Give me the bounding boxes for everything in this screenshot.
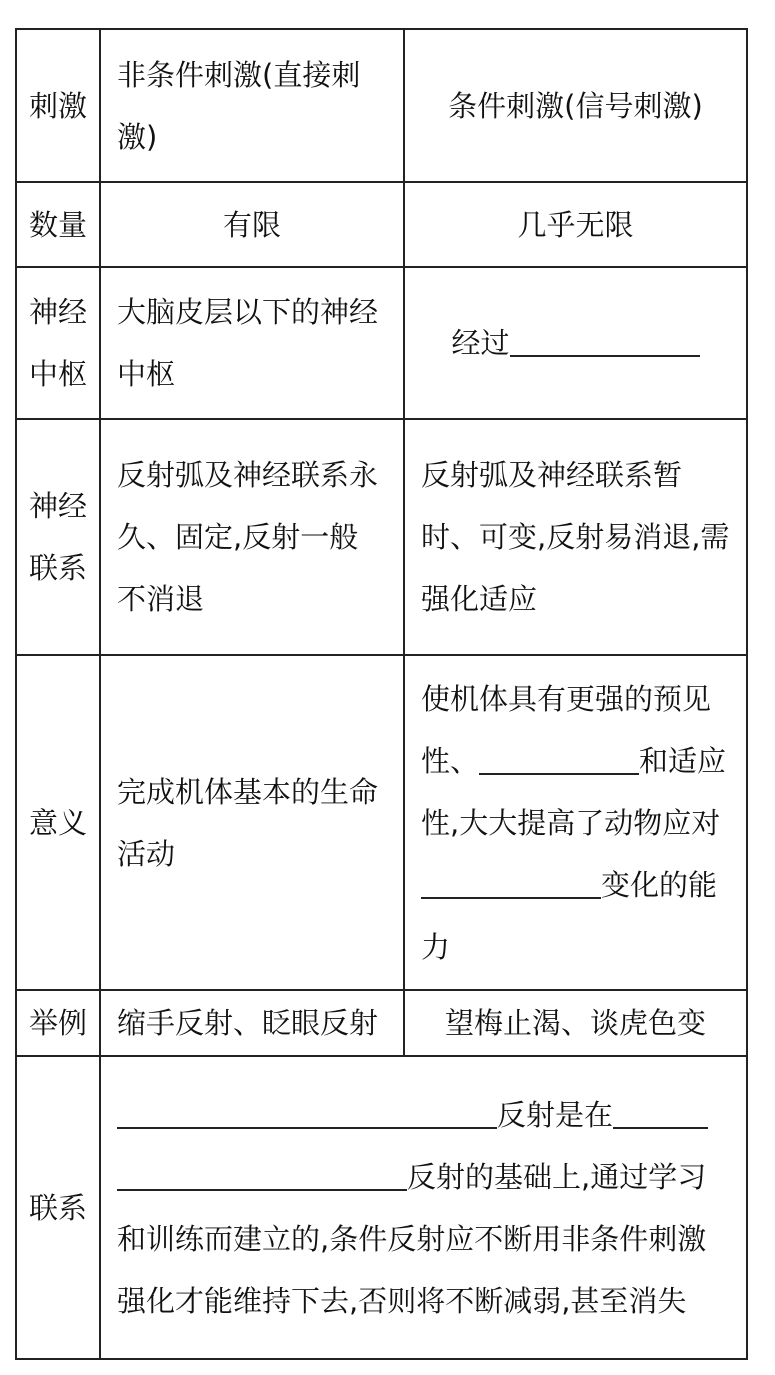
blank-significance-1 [479, 741, 639, 775]
quantity-unconditioned: 有限 [100, 182, 404, 267]
label-example: 举例 [16, 990, 100, 1056]
label-stimulus: 刺激 [16, 29, 100, 182]
relation-content [100, 1056, 747, 1359]
stimulus-unconditioned: 非条件刺激(直接刺激) [100, 29, 404, 182]
row-center [16, 267, 747, 419]
significance-text-1: 使机体具有更强的预见性、 [421, 681, 712, 778]
connection-conditioned: 反射弧及神经联系暂时、可变,反射易消退,需强化适应 [404, 419, 747, 655]
quantity-conditioned: 几乎无限 [404, 182, 747, 267]
label-quantity: 数量 [16, 182, 100, 267]
row-quantity [16, 182, 747, 267]
row-connection [16, 419, 747, 655]
label-relation: 联系 [16, 1056, 100, 1359]
blank-center [510, 323, 700, 357]
label-center: 神经中枢 [16, 267, 100, 419]
row-relation [16, 1056, 747, 1359]
connection-unconditioned: 反射弧及神经联系永久、固定,反射一般不消退 [100, 419, 404, 655]
stimulus-conditioned: 条件刺激(信号刺激) [404, 29, 747, 182]
row-example [16, 990, 747, 1056]
significance-text-3: 变化的能力 [421, 867, 718, 964]
row-stimulus [16, 29, 747, 182]
blank-relation-2a [613, 1095, 708, 1129]
center-unconditioned: 大脑皮层以下的神经中枢 [100, 267, 404, 419]
comparison-table [15, 28, 748, 1360]
center-conditioned [404, 267, 747, 419]
relation-text-1: 反射是在 [497, 1097, 614, 1132]
significance-conditioned [404, 655, 747, 990]
significance-text-2: 和适应性,大大提高了动物应对 [421, 743, 727, 840]
center-conditioned-prefix: 经过 [451, 326, 510, 360]
example-unconditioned: 缩手反射、眨眼反射 [100, 990, 404, 1056]
significance-unconditioned: 完成机体基本的生命活动 [100, 655, 404, 990]
row-significance [16, 655, 747, 990]
relation-text-2: 反射的基础上,通过学习和训练而建立的,条件反射应不断用非条件刺激强化才能维持下去,否则将不断减弱,甚至消失 [117, 1159, 707, 1318]
label-significance: 意义 [16, 655, 100, 990]
label-connection: 神经联系 [16, 419, 100, 655]
blank-relation-1 [117, 1095, 497, 1129]
example-conditioned: 望梅止渴、谈虎色变 [404, 990, 747, 1056]
blank-relation-2b [117, 1157, 407, 1191]
blank-significance-2 [421, 865, 601, 899]
